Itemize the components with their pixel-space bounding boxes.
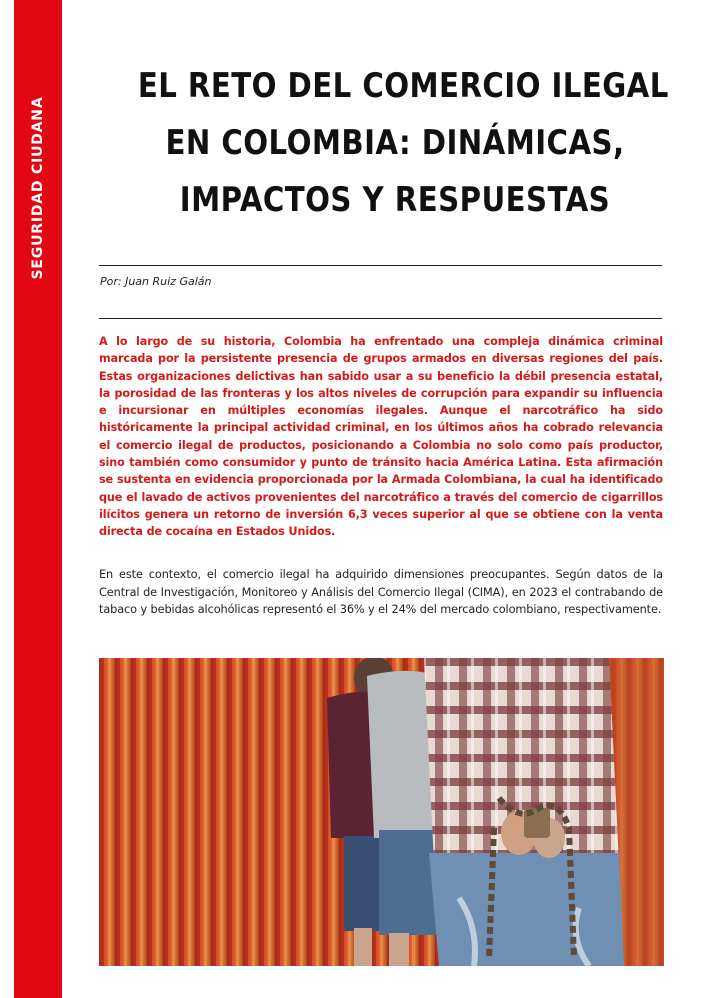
divider-bottom bbox=[99, 318, 662, 319]
title-line-3: IMPACTOS Y RESPUESTAS bbox=[179, 180, 611, 220]
article-photo bbox=[99, 658, 664, 966]
section-label: SEGURIDAD CIUDANA bbox=[30, 96, 46, 280]
divider-top bbox=[99, 265, 662, 266]
lead-paragraph: A lo largo de su historia, Colombia ha enfrentado una compleja dinámica criminal marcada por la persistente presencia de grupos armados en diversas regiones del país. Estas organizaciones delictivas han sabido usar a su beneficio la débil presencia estatal, la porosidad de las fronteras y los altos niveles de corrupción para expandir su influencia e incursionar en múltiples economías ilegales. Aunque el narcotráfico ha sido históricamente la principal actividad criminal, en los últimos años ha cobrado relevancia el comercio ilegal de productos, posicionando a Colombia no solo como país productor, sino también como consumidor y punto de tránsito hacia América Latina. Esta afirmación se sustenta en evidencia proporcionada por la Armada Colombiana, la cual ha identificado que el lavado de activos provenientes del narcotráfico a través del comercio de cigarrillos ilícitos genera un retorno de inversión 6,3 veces superior al que se obtiene con la venta directa de cocaína en Estados Unidos. bbox=[99, 335, 663, 539]
title-line-1: EL RETO DEL COMERCIO ILEGAL bbox=[137, 66, 669, 106]
author-byline: Por: Juan Ruiz Galán bbox=[100, 275, 212, 288]
body-paragraph: En este contexto, el comercio ilegal ha adquirido dimensiones preocupantes. Según datos de la Central de Investigación, Monitoreo y Análisis del Comercio Ilegal (CIMA), en 2023 el contrabando de tabaco y bebidas alcohólicas representó el 36% y el 24% del mercado colombiano, respectivamente. bbox=[99, 568, 663, 616]
article-title bbox=[137, 58, 669, 229]
title-line-2: EN COLOMBIA: DINÁMICAS, bbox=[165, 123, 625, 163]
